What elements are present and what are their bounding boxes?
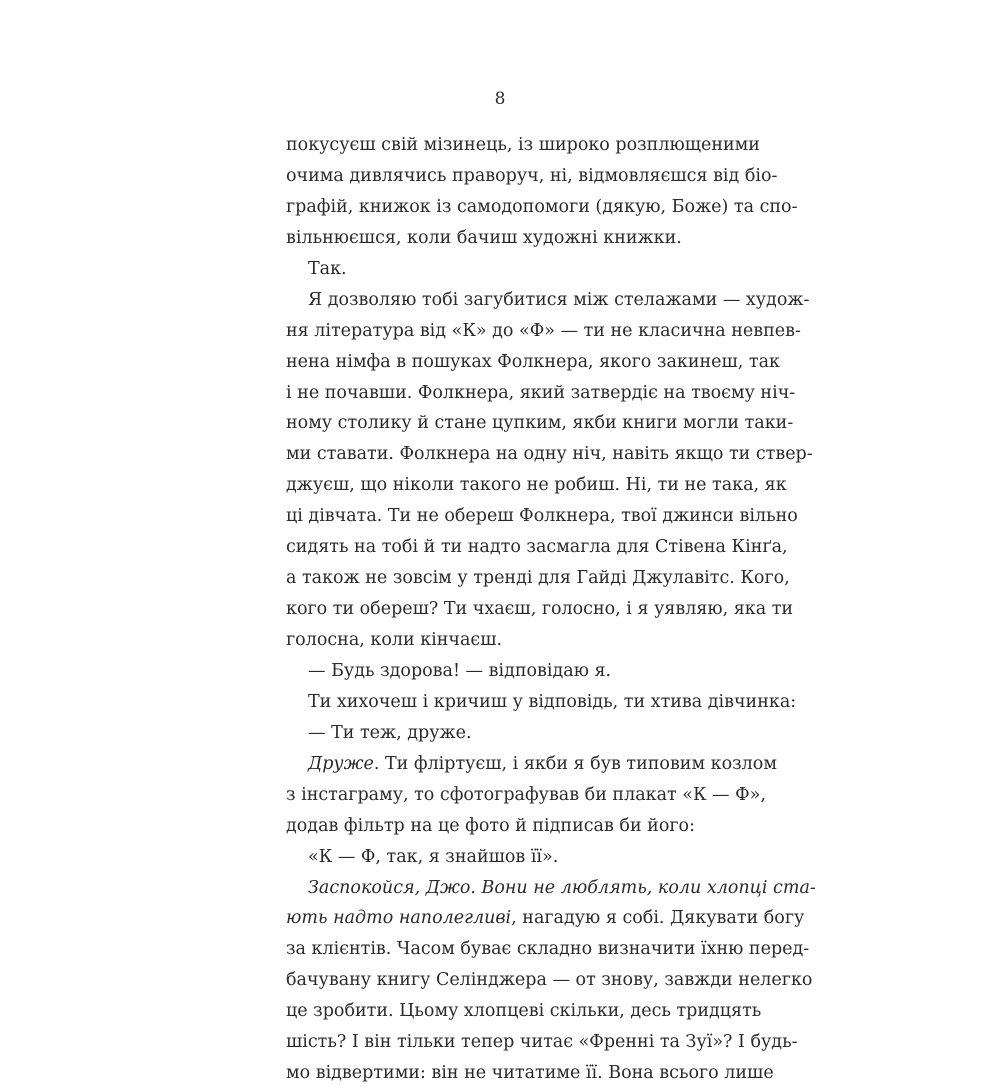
text-segment: Ти хихочеш і кричиш у відповідь, ти хтива дівчинка:: [308, 691, 797, 712]
text-segment: ми ставати. Фолкнера на одну ніч, навіть якщо ти ствер-: [286, 444, 813, 465]
italic-text: Заспокойся, Джо. Вони не люблять, коли хлопці ста-: [308, 877, 816, 898]
text-line: [286, 996, 762, 1027]
text-line: [286, 656, 738, 687]
text-line: [286, 873, 816, 904]
text-line: [286, 1058, 774, 1089]
body-text: [286, 130, 816, 1089]
text-line: [286, 378, 796, 409]
italic-text: ють надто наполегливі: [286, 908, 512, 929]
text-segment: покусуєш свій мізинець, із широко розплющеними: [286, 135, 760, 155]
text-line: [286, 1027, 798, 1058]
text-line: [286, 161, 778, 192]
text-segment: сидять на тобі й ти надто засмагла для Стівена Кінґа,: [286, 537, 788, 558]
italic-text: Друже: [308, 753, 374, 774]
text-line: [286, 625, 738, 656]
text-line: [286, 563, 790, 594]
text-line: [286, 347, 780, 378]
text-segment: Так.: [308, 258, 347, 279]
text-line: [286, 934, 810, 965]
text-line: [286, 965, 813, 996]
text-segment: графій, книжок із самодопомоги (дякую, Боже) та спо-: [286, 196, 798, 217]
text-line: [286, 408, 794, 439]
text-line: [286, 718, 738, 749]
text-segment: нена німфа в пошуках Фолкнера, якого закинеш, так: [286, 351, 780, 372]
text-segment: шість? І він тільки тепер читає «Френні та Зуї»? І будь-: [286, 1032, 798, 1053]
text-line: [286, 223, 738, 254]
text-line: [286, 811, 738, 842]
text-segment: голосна, коли кінчаєш.: [286, 630, 503, 650]
text-segment: кого ти обереш? Ти чхаєш, голосно, і я уявляю, яка ти: [286, 599, 794, 620]
text-segment: з інстаграму, то сфотографував би плакат «К — Ф»,: [286, 784, 766, 805]
text-line: [286, 903, 805, 934]
text-segment: а також не зовсім у тренді для Гайді Джулавітс. Кого,: [286, 568, 790, 589]
text-segment: , нагадую я собі. Дякувати богу: [511, 908, 805, 929]
text-line: [286, 780, 766, 811]
text-segment: Я дозволяю тобі загубитися між стелажами — худож-: [308, 289, 810, 310]
text-line: [286, 470, 787, 501]
text-segment: «К — Ф, так, я знайшов її».: [308, 846, 559, 867]
text-segment: ня література від «К» до «Ф» — ти не класична невпев-: [286, 320, 801, 341]
text-line: [286, 285, 810, 316]
text-line: [286, 316, 801, 347]
text-line: [286, 842, 738, 873]
text-segment: ці дівчата. Ти не обереш Фолкнера, твої джинси вільно: [286, 506, 798, 527]
text-segment: за клієнтів. Часом буває складно визначити їхню перед-: [286, 939, 810, 960]
text-segment: і не почавши. Фолкнера, який затвердіє на твоєму ніч-: [286, 382, 796, 403]
text-segment: додав фільтр на це фото й підписав би його:: [286, 815, 695, 836]
text-segment: — Будь здорова! — відповідаю я.: [308, 660, 612, 681]
text-line: [286, 687, 797, 718]
text-line: [286, 439, 813, 470]
text-segment: — Ти теж, друже.: [308, 722, 472, 743]
text-segment: . Ти фліртуєш, і якби я був типовим козлом: [373, 753, 777, 774]
text-segment: бачувану книгу Селінджера — от знову, завжди нелегко: [286, 970, 813, 991]
text-line: [286, 130, 760, 161]
text-segment: це зробити. Цьому хлопцеві скільки, десь тридцять: [286, 1001, 762, 1022]
text-line: [286, 501, 798, 532]
text-segment: очима дивлячись праворуч, ні, відмовляєшся від біо-: [286, 165, 778, 186]
page-number: 8: [494, 89, 506, 109]
text-line: [286, 192, 798, 223]
text-segment: вільнюєшся, коли бачиш художні книжки.: [286, 227, 682, 248]
text-line: [286, 532, 788, 563]
text-segment: ному столику й стане цупким, якби книги могли таки-: [286, 413, 794, 434]
text-line: [286, 254, 738, 285]
text-line: [286, 594, 794, 625]
text-segment: джуєш, що ніколи такого не робиш. Ні, ти не така, як: [286, 475, 787, 496]
text-segment: мо відвертими: він не читатиме її. Вона всього лише: [286, 1063, 774, 1084]
text-line: [286, 749, 777, 780]
